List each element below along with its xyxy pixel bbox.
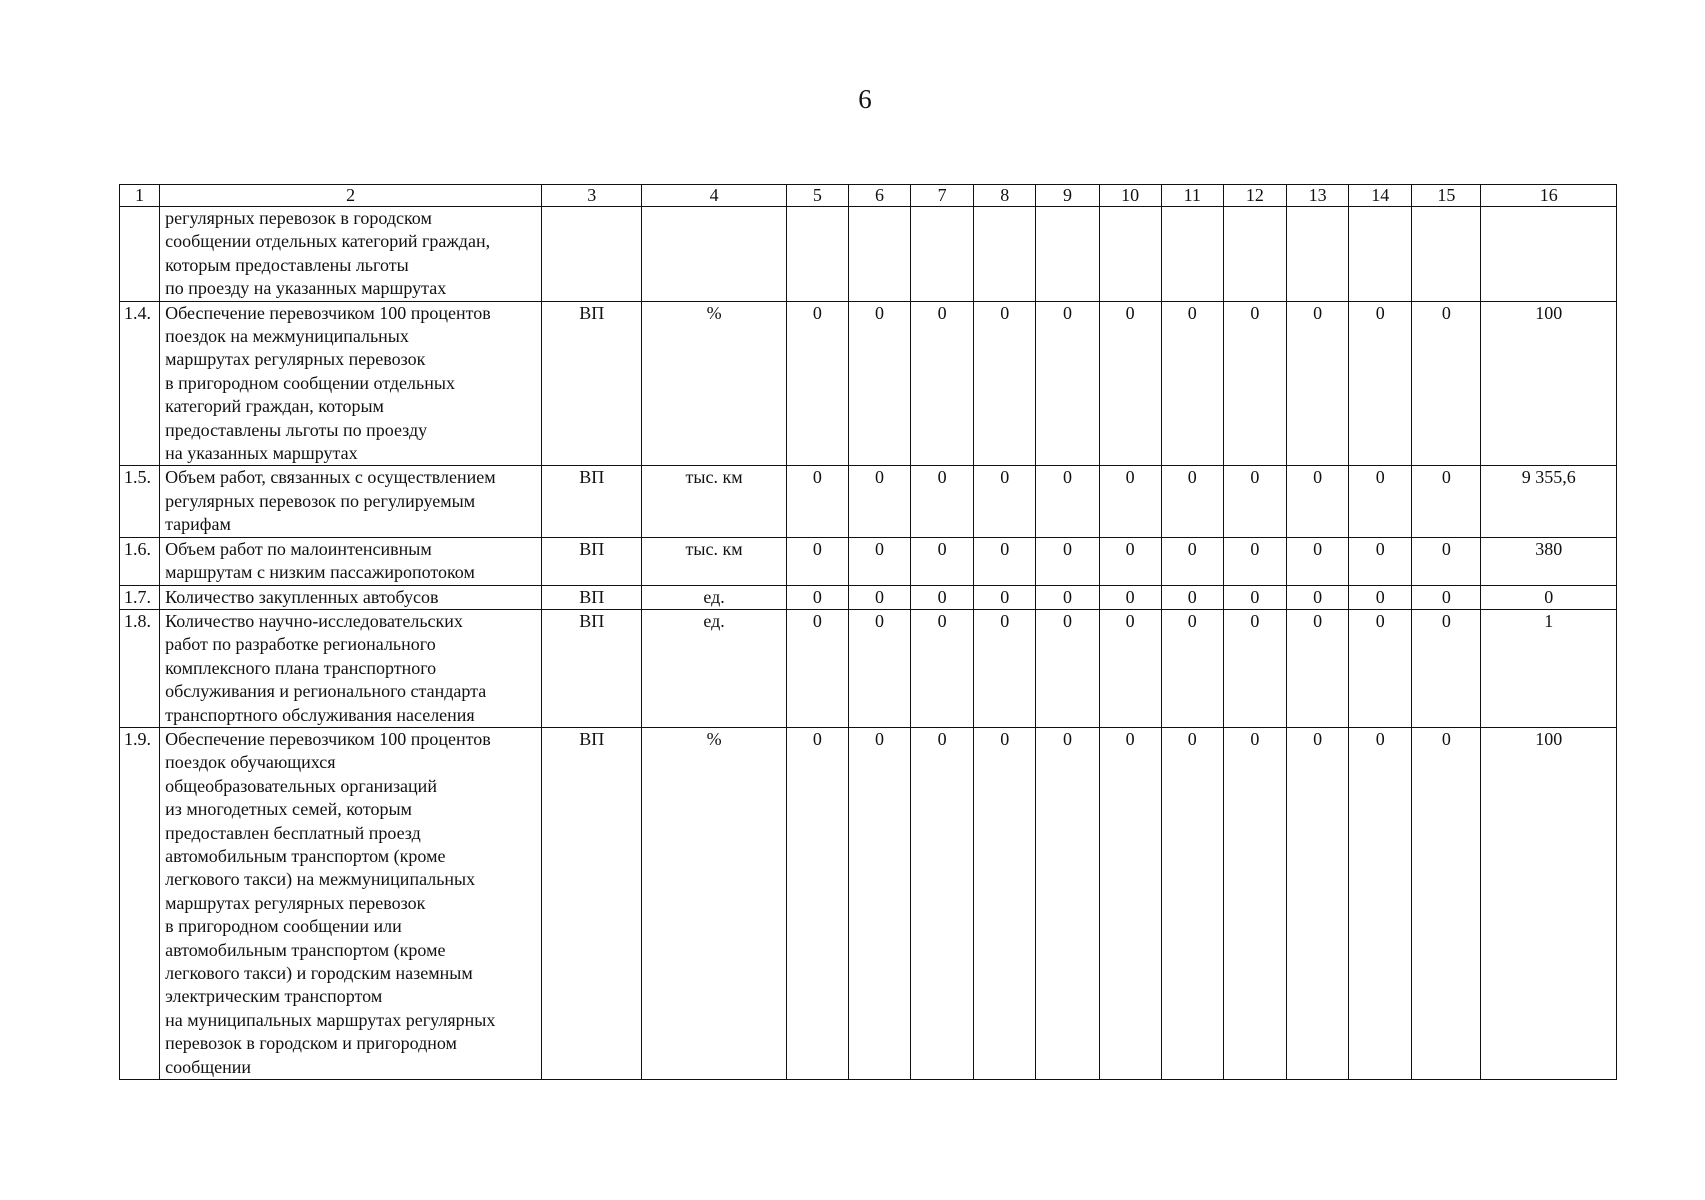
column-number-cell: 6 [848,185,910,207]
row-value [1287,207,1349,302]
description-line: предоставлены льготы по проезду [165,419,428,440]
row-value: 0 [848,537,910,585]
row-value: 0 [1099,609,1161,727]
row-value: 0 [1099,537,1161,585]
row-target-value: 9 355,6 [1481,466,1617,537]
row-value: 0 [1349,727,1412,1079]
description-line: категорий граждан, которым [165,396,384,417]
row-code [120,207,160,302]
column-number-cell: 7 [911,185,974,207]
description-line: перевозок в городском и пригородном [165,1033,457,1054]
row-type: ВП [542,727,642,1079]
column-number-cell: 2 [160,185,542,207]
description-line: комплексного плана транспортного [165,657,437,678]
row-value: 0 [1287,537,1349,585]
description-line: электрическим транспортом [165,986,383,1007]
row-unit: ед. [642,609,786,727]
row-unit: тыс. км [642,466,786,537]
row-target-value: 100 [1481,727,1617,1079]
indicators-table [119,184,1617,1080]
row-target-value: 0 [1481,585,1617,609]
row-value: 0 [848,727,910,1079]
row-value: 0 [911,537,974,585]
row-value: 0 [1161,585,1223,609]
column-number-cell: 4 [642,185,786,207]
column-number-cell: 3 [542,185,642,207]
row-value: 0 [1287,585,1349,609]
row-type: ВП [542,466,642,537]
description-line: сообщении отдельных категорий граждан, [165,231,491,252]
row-value: 0 [786,585,848,609]
row-type: ВП [542,585,642,609]
row-type: ВП [542,301,642,466]
table-row [120,537,1617,585]
description-line: работ по разработке регионального [165,634,436,655]
row-value: 0 [1287,609,1349,727]
row-value: 0 [848,609,910,727]
row-value: 0 [786,727,848,1079]
row-value: 0 [786,466,848,537]
description-line: маршрутам с низким пассажиропотоком [165,562,475,583]
description-line: поездок на межмуниципальных [165,326,409,347]
row-value: 0 [1412,585,1481,609]
row-value: 0 [1412,727,1481,1079]
description-line: которым предоставлены льготы [165,254,409,275]
column-number-cell: 15 [1412,185,1481,207]
row-unit: % [642,301,786,466]
row-description [160,301,542,466]
description-line: автомобильным транспортом (кроме [165,939,446,960]
table-row [120,727,1617,1079]
description-line: в пригородном сообщении отдельных [165,372,455,393]
page-number: 6 [858,84,872,114]
row-value: 0 [1099,727,1161,1079]
row-value: 0 [1349,466,1412,537]
row-target-value: 1 [1481,609,1617,727]
row-description [160,207,542,302]
row-description [160,609,542,727]
description-line: предоставлен бесплатный проезд [165,822,421,843]
description-line: на муниципальных маршрутах регулярных [165,1009,496,1030]
row-code: 1.8. [120,609,160,727]
row-value: 0 [1036,609,1099,727]
description-line: автомобильным транспортом (кроме [165,845,446,866]
row-value: 0 [1349,301,1412,466]
description-line: маршрутах регулярных перевозок [165,349,426,370]
row-value: 0 [1412,301,1481,466]
row-value [1036,207,1099,302]
column-number-cell: 14 [1349,185,1412,207]
row-value: 0 [974,537,1036,585]
row-value: 0 [786,301,848,466]
description-line: Объем работ по малоинтенсивным [165,538,432,559]
row-value: 0 [1287,466,1349,537]
description-line: тарифам [165,514,231,535]
row-value: 0 [1036,585,1099,609]
row-value [974,207,1036,302]
row-value: 0 [1161,301,1223,466]
row-value: 0 [974,466,1036,537]
table-row [120,585,1617,609]
description-line: по проезду на указанных маршрутах [165,278,447,299]
description-line: сообщении [165,1056,251,1077]
row-unit: ед. [642,585,786,609]
row-value: 0 [911,466,974,537]
row-value: 0 [1349,585,1412,609]
row-description [160,585,542,609]
description-line: на указанных маршрутах [165,443,358,464]
row-value: 0 [1223,727,1286,1079]
description-line: в пригородном сообщении или [165,916,402,937]
row-value: 0 [974,585,1036,609]
description-line: Количество научно-исследовательских [165,610,463,631]
row-value: 0 [1099,585,1161,609]
row-value: 0 [1161,537,1223,585]
column-number-cell: 9 [1036,185,1099,207]
table-row [120,301,1617,466]
column-number-cell: 8 [974,185,1036,207]
description-line: маршрутах регулярных перевозок [165,892,426,913]
row-value: 0 [848,466,910,537]
row-value: 0 [1036,727,1099,1079]
row-value: 0 [848,585,910,609]
row-value: 0 [1161,466,1223,537]
row-target-value: 380 [1481,537,1617,585]
row-value [848,207,910,302]
row-value: 0 [1223,466,1286,537]
table-row [120,207,1617,302]
description-line: легкового такси) и городским наземным [165,963,473,983]
column-number-row [120,185,1617,207]
row-value [786,207,848,302]
description-line: Количество закупленных автобусов [165,586,439,607]
row-value: 0 [1287,727,1349,1079]
description-line: общеобразовательных организаций [165,775,437,796]
description-line: обслуживания и регионального стандарта [165,681,487,702]
row-unit: % [642,727,786,1079]
row-value: 0 [1223,537,1286,585]
row-value: 0 [1036,537,1099,585]
row-value: 0 [848,301,910,466]
row-value: 0 [1099,466,1161,537]
row-value: 0 [1412,609,1481,727]
row-value [1161,207,1223,302]
description-line: Обеспечение перевозчиком 100 процентов [165,728,491,749]
row-unit [642,207,786,302]
column-number-cell: 12 [1223,185,1286,207]
column-number-cell: 10 [1099,185,1161,207]
row-value: 0 [974,727,1036,1079]
row-code: 1.7. [120,585,160,609]
row-value: 0 [1036,466,1099,537]
row-value: 0 [1161,727,1223,1079]
row-value: 0 [974,609,1036,727]
row-type: ВП [542,609,642,727]
row-value: 0 [974,301,1036,466]
row-value: 0 [1287,301,1349,466]
row-value: 0 [911,301,974,466]
row-description [160,727,542,1079]
row-value [1223,207,1286,302]
row-code: 1.9. [120,727,160,1079]
row-value: 0 [1223,609,1286,727]
table-body [120,185,1617,1080]
description-line: регулярных перевозок по регулируемым [165,490,476,511]
table-row [120,466,1617,537]
description-line: из многодетных семей, которым [165,799,412,820]
description-line: поездок обучающихся [165,752,336,773]
row-value [911,207,974,302]
row-value: 0 [1349,609,1412,727]
row-description [160,537,542,585]
row-type: ВП [542,537,642,585]
row-code: 1.4. [120,301,160,466]
row-value: 0 [1099,301,1161,466]
table-row [120,609,1617,727]
row-code: 1.5. [120,466,160,537]
row-value: 0 [911,727,974,1079]
column-number-cell: 11 [1161,185,1223,207]
column-number-cell: 13 [1287,185,1349,207]
column-number-cell: 5 [786,185,848,207]
row-target-value: 100 [1481,301,1617,466]
description-line: Обеспечение перевозчиком 100 процентов [165,302,491,323]
row-type [542,207,642,302]
row-description [160,466,542,537]
row-code: 1.6. [120,537,160,585]
row-value: 0 [1412,537,1481,585]
row-value: 0 [1412,466,1481,537]
row-value: 0 [1036,301,1099,466]
row-value [1349,207,1412,302]
description-line: регулярных перевозок в городском [165,208,432,228]
row-value: 0 [1223,585,1286,609]
description-line: транспортного обслуживания населения [165,704,475,725]
row-value [1412,207,1481,302]
row-value: 0 [911,585,974,609]
description-line: Объем работ, связанных с осуществлением [165,467,496,488]
row-value: 0 [786,609,848,727]
row-unit: тыс. км [642,537,786,585]
column-number-cell: 16 [1481,185,1617,207]
row-value: 0 [911,609,974,727]
row-value: 0 [1349,537,1412,585]
column-number-cell: 1 [120,185,160,207]
row-target-value [1481,207,1617,302]
row-value: 0 [1161,609,1223,727]
description-line: легкового такси) на межмуниципальных [165,869,476,890]
row-value: 0 [786,537,848,585]
row-value [1099,207,1161,302]
row-value: 0 [1223,301,1286,466]
